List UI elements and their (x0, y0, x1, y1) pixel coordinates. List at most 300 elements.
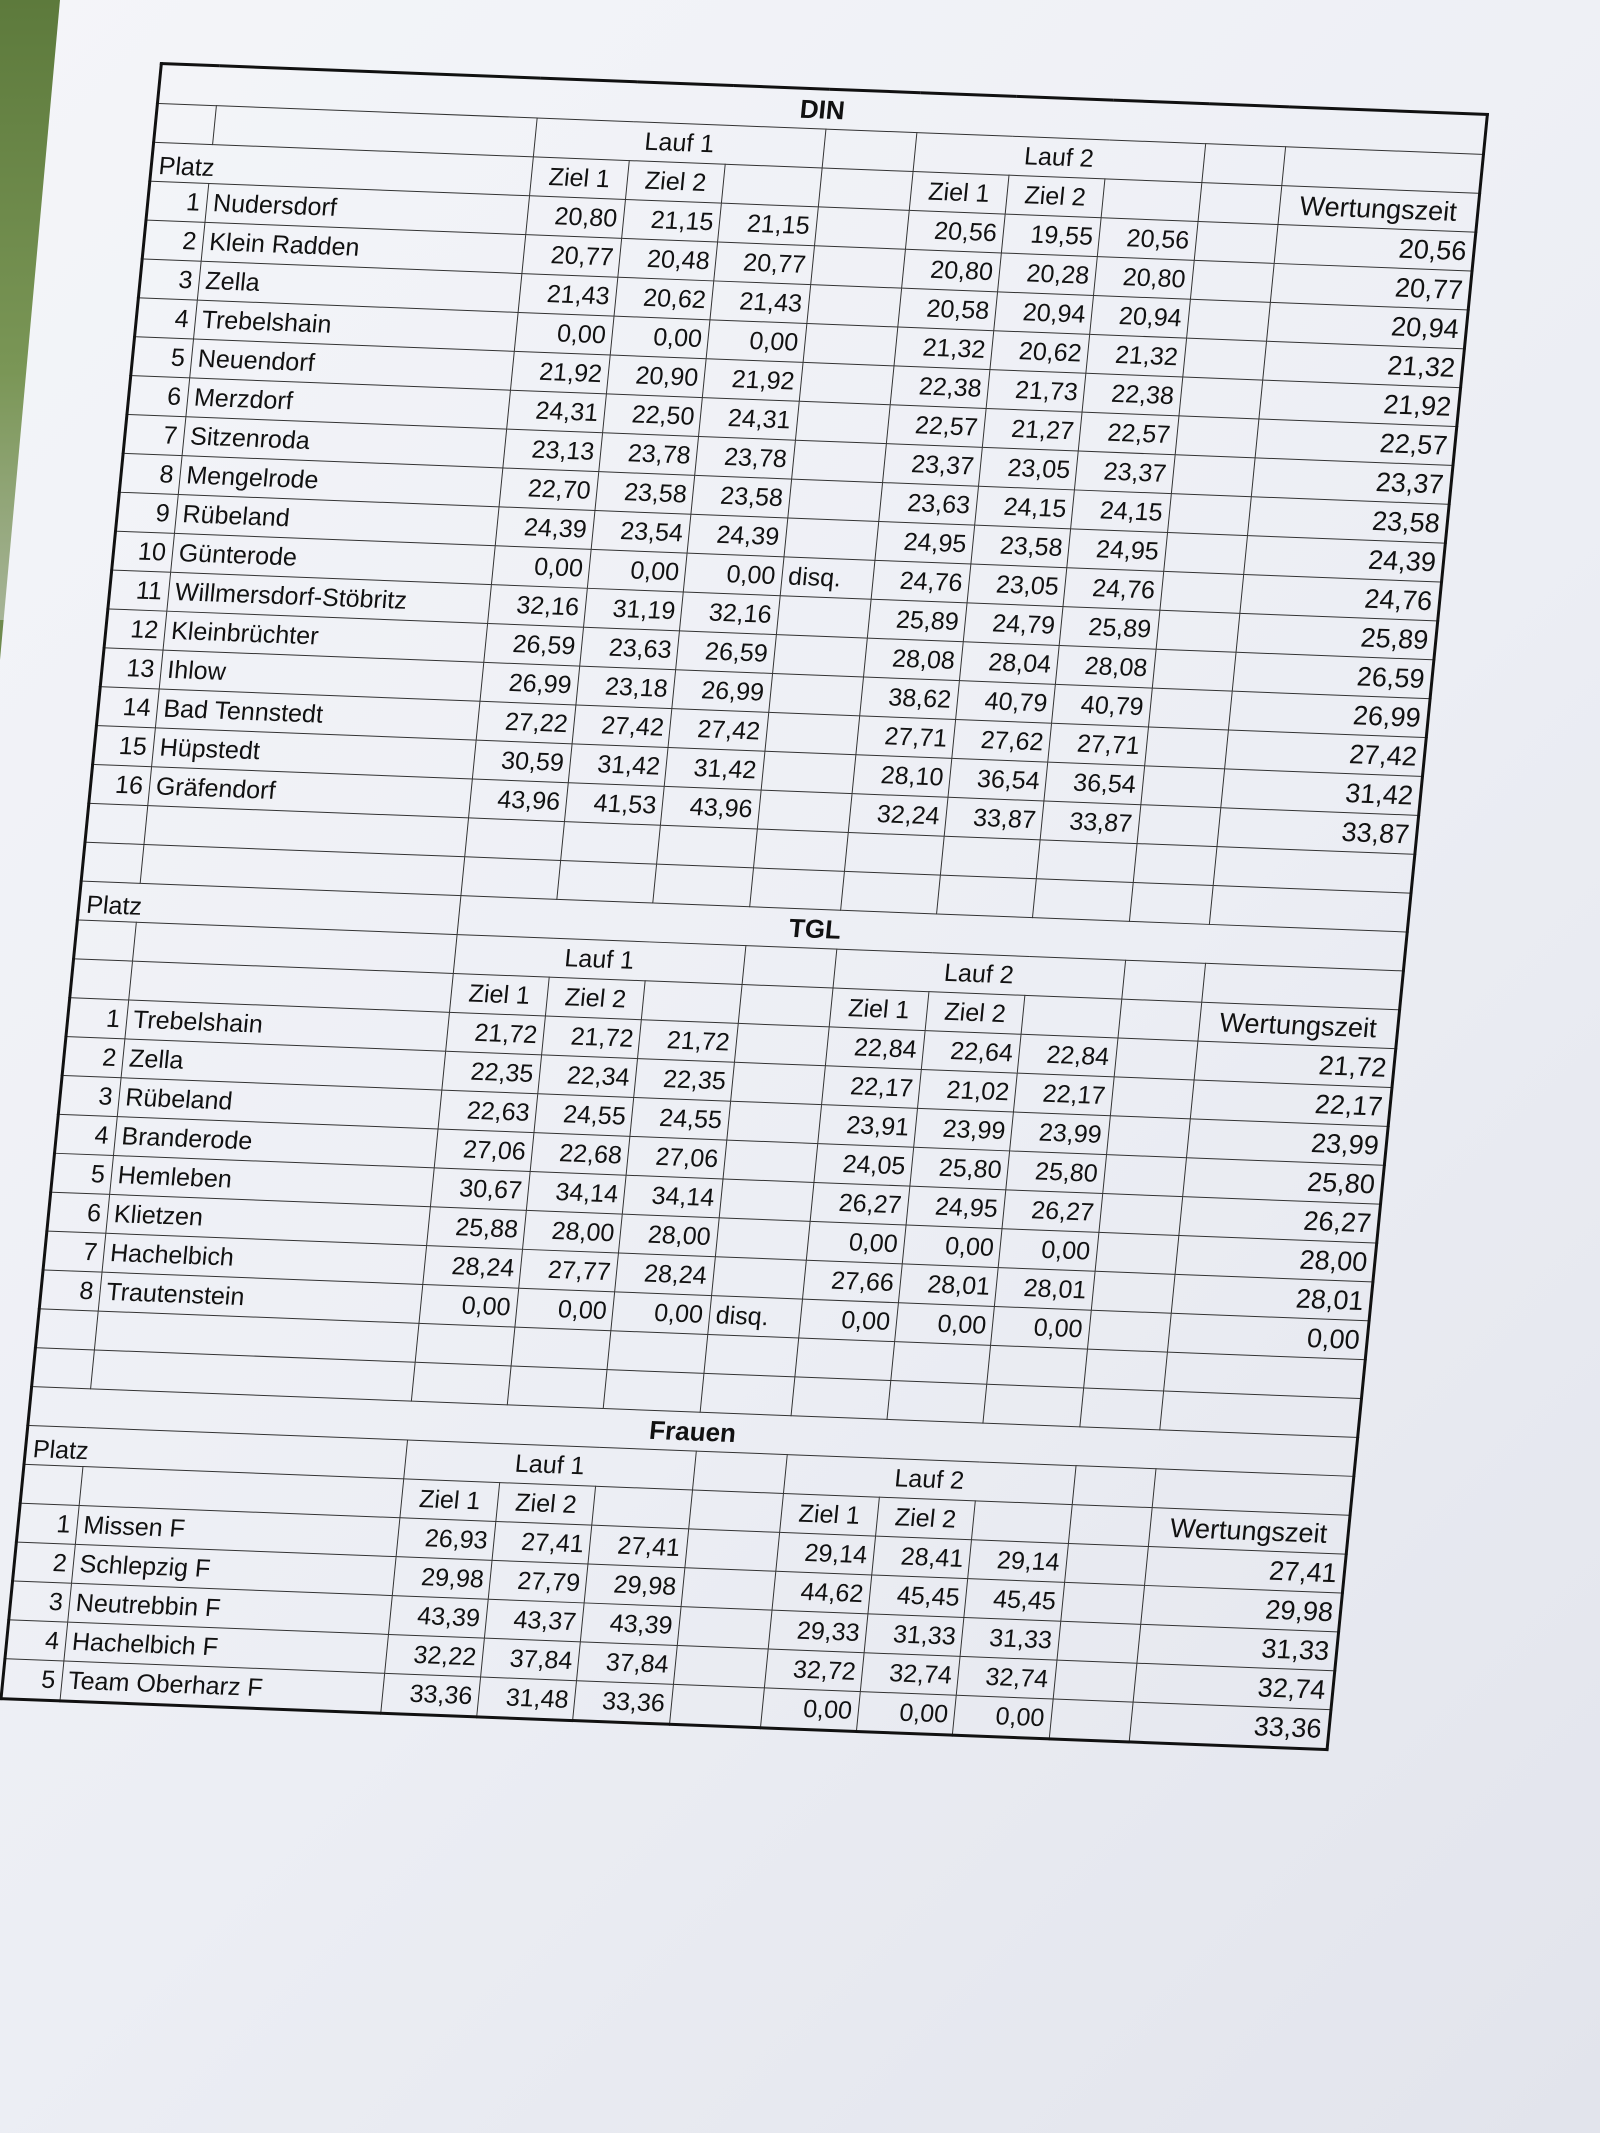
status-note (788, 479, 883, 521)
platz-cell: 4 (135, 298, 198, 339)
lauf1-ziel1-time: 25,88 (426, 1207, 526, 1250)
lauf1-result-time: 33,36 (573, 1681, 673, 1725)
lauf1-ziel2-time: 0,00 (587, 549, 687, 592)
lauf1-ziel2-time: 23,78 (599, 433, 699, 476)
status-note (723, 1140, 818, 1182)
lauf2-ziel2-time: 24,15 (975, 486, 1075, 529)
tgl-lauf1-label: Lauf 1 (453, 935, 745, 985)
wertungszeit-value: 23,99 (1186, 1119, 1388, 1165)
status-note (772, 635, 867, 677)
lauf1-ziel2-time: 0,00 (610, 316, 710, 359)
lauf1-ziel1-time: 22,70 (499, 468, 599, 511)
lauf1-ziel1-time: 43,39 (388, 1596, 488, 1639)
din-wertungszeit-label: Wertungszeit (1278, 186, 1480, 232)
frauen-lauf2-label: Lauf 2 (783, 1455, 1075, 1505)
tgl-l2-ziel2-label: Ziel 2 (925, 992, 1025, 1035)
lauf1-ziel2-time: 20,90 (607, 355, 707, 398)
lauf1-ziel2-time: 21,72 (542, 1016, 642, 1059)
lauf2-ziel2-time: 23,99 (914, 1108, 1014, 1151)
lauf1-result-time: 21,43 (710, 281, 810, 324)
lauf1-ziel1-time: 32,22 (385, 1634, 485, 1677)
team-name: Bad Tennstedt (155, 689, 480, 740)
platz-cell: 10 (112, 531, 175, 572)
lauf2-ziel1-time: 32,72 (764, 1649, 864, 1692)
lauf2-result-time: 25,80 (1006, 1151, 1106, 1194)
wertungszeit-value: 31,42 (1221, 769, 1423, 815)
empty-cell (1137, 805, 1221, 847)
empty-cell (1182, 338, 1266, 380)
platz-cell: 8 (39, 1270, 102, 1311)
team-name: Trebelshain (193, 300, 518, 351)
platz-cell: 15 (93, 726, 156, 767)
wertungszeit-value: 26,59 (1232, 652, 1434, 698)
wertungszeit-value: 21,32 (1263, 341, 1465, 387)
lauf2-ziel1-time: 28,08 (863, 638, 963, 681)
status-note (669, 1684, 764, 1727)
team-name: Sitzenroda (182, 417, 507, 468)
team-name: Gräfendorf (148, 767, 473, 818)
lauf1-ziel2-time: 23,54 (591, 511, 691, 554)
frauen-title: Frauen (28, 1387, 1358, 1477)
empty-cell (1095, 1232, 1179, 1274)
wertungszeit-value: 29,98 (1141, 1585, 1343, 1631)
status-note (715, 1218, 810, 1260)
lauf1-ziel1-time: 24,39 (495, 507, 595, 550)
empty-cell (1057, 1621, 1141, 1663)
empty-cell (1186, 299, 1270, 341)
din-l1-ziel1-label: Ziel 1 (529, 157, 629, 200)
team-name: Branderode (113, 1117, 438, 1168)
lauf2-result-time: 0,00 (991, 1306, 1091, 1349)
frauen-l1-ziel2-label: Ziel 2 (496, 1483, 596, 1526)
lauf2-ziel2-time: 27,62 (952, 720, 1052, 763)
empty-cell (1159, 571, 1243, 613)
status-note (734, 1023, 829, 1065)
wertungszeit-value: 28,00 (1175, 1235, 1377, 1281)
lauf2-ziel1-time: 20,58 (898, 288, 998, 331)
team-name: Mengelrode (178, 456, 503, 507)
din-platz-label: Platz (150, 142, 533, 195)
din-lauf2-label: Lauf 2 (913, 133, 1205, 183)
lauf1-result-time: 24,39 (688, 514, 788, 557)
lauf1-ziel2-time: 31,48 (477, 1677, 577, 1721)
lauf2-ziel1-time: 44,62 (772, 1571, 872, 1614)
empty-cell (1194, 221, 1278, 263)
empty-cell (1060, 1582, 1144, 1624)
lauf2-ziel1-time: 32,24 (848, 794, 948, 837)
lauf1-ziel1-time: 28,24 (423, 1246, 523, 1289)
lauf2-result-time: 23,99 (1010, 1112, 1110, 1155)
wertungszeit-value: 33,87 (1217, 808, 1419, 854)
empty-cell (1102, 1155, 1186, 1197)
lauf2-ziel1-time: 29,14 (776, 1532, 876, 1575)
status-note (784, 518, 879, 560)
lauf2-result-time: 20,80 (1094, 257, 1194, 300)
tgl-l1-ziel1-label: Ziel 1 (449, 973, 549, 1016)
lauf1-result-time: 22,35 (634, 1059, 734, 1102)
wertungszeit-value: 27,41 (1144, 1547, 1346, 1593)
status-note (719, 1179, 814, 1221)
platz-cell: 11 (108, 570, 171, 611)
lauf2-ziel2-time: 31,33 (864, 1614, 964, 1657)
lauf1-ziel1-time: 0,00 (419, 1284, 519, 1327)
empty-cell (1049, 1699, 1133, 1742)
empty-cell (1098, 1194, 1182, 1236)
empty-cell (1144, 727, 1228, 769)
lauf1-ziel2-time: 20,48 (618, 238, 718, 281)
din-lauf1-label: Lauf 1 (533, 118, 825, 168)
lauf2-result-time: 40,79 (1052, 684, 1152, 727)
lauf2-ziel2-time: 40,79 (956, 681, 1056, 724)
lauf2-ziel1-time: 21,32 (894, 327, 994, 370)
lauf2-ziel1-time: 26,27 (810, 1182, 910, 1225)
status-note (761, 751, 856, 793)
lauf1-result-time: 29,98 (585, 1564, 685, 1607)
status-note (799, 362, 894, 404)
team-name: Klein Radden (201, 222, 526, 273)
team-name: Günterode (170, 533, 495, 584)
lauf2-ziel2-time: 21,02 (917, 1069, 1017, 1112)
wertungszeit-value: 21,92 (1259, 380, 1461, 426)
lauf1-result-time: 23,78 (695, 436, 795, 479)
lauf1-ziel2-time: 27,77 (519, 1249, 619, 1292)
tgl-lauf2-label: Lauf 2 (833, 949, 1125, 999)
wertungszeit-value: 21,72 (1194, 1041, 1396, 1087)
lauf1-result-time: 21,72 (638, 1020, 738, 1063)
wertungszeit-value: 32,74 (1133, 1663, 1335, 1709)
lauf1-ziel2-time: 37,84 (481, 1638, 581, 1681)
wertungszeit-value: 0,00 (1167, 1313, 1369, 1359)
lauf1-result-time: 24,55 (630, 1097, 730, 1140)
lauf1-ziel2-time: 41,53 (565, 783, 665, 826)
platz-cell: 1 (66, 998, 129, 1039)
lauf1-ziel1-time: 26,93 (396, 1518, 496, 1561)
platz-cell: 7 (43, 1231, 106, 1272)
results-sheet (0, 62, 1489, 1751)
lauf1-ziel1-time: 0,00 (491, 546, 591, 589)
lauf1-ziel2-time: 21,15 (622, 199, 722, 242)
wertungszeit-value: 31,33 (1137, 1624, 1339, 1670)
wertungszeit-value: 20,94 (1266, 302, 1468, 348)
tgl-wertungszeit-label: Wertungszeit (1198, 1002, 1400, 1048)
wertungszeit-value: 26,27 (1179, 1197, 1381, 1243)
lauf1-result-time: 37,84 (577, 1642, 677, 1685)
lauf1-ziel2-time: 31,42 (568, 744, 668, 787)
platz-cell: 7 (123, 414, 186, 455)
lauf1-ziel1-time: 29,98 (392, 1557, 492, 1600)
empty-cell (1163, 533, 1247, 575)
status-note (795, 401, 890, 443)
lauf1-ziel1-time: 26,59 (484, 623, 584, 666)
lauf2-ziel2-time: 21,27 (982, 408, 1082, 451)
lauf1-ziel1-time: 43,96 (468, 779, 568, 822)
empty-cell (1106, 1116, 1190, 1158)
lauf1-result-time: 0,00 (684, 553, 784, 596)
status-note (814, 207, 909, 249)
lauf2-ziel2-time: 0,00 (856, 1692, 956, 1736)
team-name: Kleinbrüchter (163, 611, 488, 662)
lauf1-ziel2-time: 27,79 (488, 1560, 588, 1603)
lauf2-ziel2-time: 23,05 (978, 447, 1078, 490)
empty-cell (1167, 494, 1251, 536)
wertungszeit-value: 23,37 (1251, 458, 1453, 504)
lauf2-result-time: 25,89 (1059, 607, 1159, 650)
lauf2-ziel1-time: 24,05 (814, 1144, 914, 1187)
lauf1-result-time: 23,58 (691, 475, 791, 518)
team-name: Willmersdorf-Stöbritz (167, 572, 492, 623)
lauf1-result-time: 20,77 (714, 242, 814, 285)
lauf2-result-time: 29,14 (968, 1540, 1068, 1583)
platz-cell: 4 (5, 1620, 68, 1661)
empty-cell (1171, 455, 1255, 497)
platz-cell: 12 (104, 609, 167, 650)
lauf2-ziel2-time: 23,05 (967, 564, 1067, 607)
lauf2-ziel1-time: 23,37 (882, 444, 982, 487)
lauf1-ziel1-time: 20,77 (522, 235, 622, 278)
platz-cell: 2 (62, 1037, 125, 1078)
lauf2-result-time: 22,38 (1082, 373, 1182, 416)
wertungszeit-value: 28,01 (1171, 1274, 1373, 1320)
lauf1-ziel2-time: 23,18 (576, 666, 676, 709)
status-note (776, 596, 871, 638)
lauf2-ziel1-time: 24,76 (871, 560, 971, 603)
lauf1-ziel1-time: 24,31 (507, 390, 607, 433)
lauf2-result-time: 28,08 (1056, 645, 1156, 688)
team-name: Schlepzig F (71, 1544, 396, 1595)
platz-cell: 5 (1, 1659, 64, 1701)
lauf2-ziel2-time: 28,41 (872, 1536, 972, 1579)
wertungszeit-value: 24,76 (1240, 574, 1442, 620)
lauf1-ziel2-time: 28,00 (523, 1210, 623, 1253)
lauf2-ziel1-time: 22,38 (890, 366, 990, 409)
lauf2-ziel1-time: 20,56 (905, 210, 1005, 253)
lauf2-result-time: 23,37 (1075, 451, 1175, 494)
status-note (681, 1568, 776, 1610)
empty-cell (1190, 260, 1274, 302)
wertungszeit-value: 27,42 (1224, 730, 1426, 776)
lauf2-ziel1-time: 23,63 (878, 483, 978, 526)
lauf1-ziel2-time: 22,34 (538, 1055, 638, 1098)
platz-cell: 5 (131, 337, 194, 378)
lauf1-ziel1-time: 23,13 (503, 429, 603, 472)
lauf2-ziel1-time: 38,62 (859, 677, 959, 720)
lauf2-ziel2-time: 36,54 (948, 758, 1048, 801)
team-name: Team Oberharz F (60, 1661, 385, 1713)
lauf2-ziel2-time: 20,62 (990, 331, 1090, 374)
wertungszeit-value: 20,56 (1274, 225, 1476, 271)
lauf1-ziel1-time: 30,67 (430, 1168, 530, 1211)
status-note (730, 1062, 825, 1104)
lauf2-result-time: 22,84 (1018, 1034, 1118, 1077)
lauf1-ziel1-time: 22,63 (438, 1090, 538, 1133)
lauf2-result-time: 28,01 (995, 1268, 1095, 1311)
lauf1-result-time: 43,96 (661, 786, 761, 829)
team-name: Rübeland (174, 495, 499, 546)
lauf2-result-time: 22,17 (1014, 1073, 1114, 1116)
lauf1-ziel2-time: 27,41 (492, 1521, 592, 1564)
lauf1-ziel2-time: 27,42 (572, 705, 672, 748)
empty-cell (1087, 1310, 1171, 1352)
lauf2-result-time: 24,15 (1071, 490, 1171, 533)
wertungszeit-value: 23,58 (1247, 497, 1449, 543)
lauf1-ziel1-time: 30,59 (472, 740, 572, 783)
lauf1-ziel1-time: 21,72 (446, 1012, 546, 1055)
empty-cell (1179, 377, 1263, 419)
frauen-platz-label: Platz (24, 1425, 407, 1478)
lauf1-ziel1-time: 26,99 (480, 662, 580, 705)
empty-cell (1110, 1077, 1194, 1119)
lauf1-ziel1-time: 21,43 (518, 274, 618, 317)
empty-cell (1156, 610, 1240, 652)
frauen-l2-ziel2-label: Ziel 2 (876, 1497, 976, 1540)
team-name: Nudersdorf (205, 183, 530, 234)
platz-cell: 1 (16, 1503, 79, 1544)
status-note: disq. (780, 557, 875, 599)
lauf2-result-time: 0,00 (998, 1229, 1098, 1272)
lauf1-result-time: 27,06 (627, 1136, 727, 1179)
lauf1-result-time: 21,92 (703, 359, 803, 402)
lauf1-ziel2-time: 31,19 (584, 588, 684, 631)
tgl-l2-ziel1-label: Ziel 1 (829, 988, 929, 1031)
status-note (685, 1529, 780, 1571)
lauf2-ziel2-time: 20,94 (994, 292, 1094, 335)
lauf1-ziel2-time: 23,63 (580, 627, 680, 670)
lauf1-result-time: 0,00 (707, 320, 807, 363)
lauf2-ziel1-time: 22,17 (821, 1066, 921, 1109)
platz-cell: 8 (119, 453, 182, 494)
wertungszeit-value: 33,36 (1129, 1702, 1331, 1749)
team-name: Hüpstedt (151, 728, 476, 779)
din-l2-ziel2-label: Ziel 2 (1005, 175, 1105, 218)
platz-cell: 13 (100, 648, 163, 689)
team-name: Hemleben (109, 1156, 434, 1207)
tgl-platz-label: Platz (77, 881, 460, 934)
empty-cell (1053, 1660, 1137, 1702)
team-name: Hachelbich F (64, 1622, 389, 1673)
lauf1-ziel1-time: 0,00 (514, 312, 614, 355)
lauf1-ziel1-time: 22,35 (442, 1051, 542, 1094)
empty-cell (1175, 416, 1259, 458)
lauf1-result-time: 27,42 (668, 709, 768, 752)
wertungszeit-value: 26,99 (1228, 691, 1430, 737)
wertungszeit-value: 22,17 (1190, 1080, 1392, 1126)
lauf2-ziel2-time: 24,95 (906, 1186, 1006, 1229)
platz-cell: 6 (47, 1192, 110, 1233)
status-note (677, 1607, 772, 1649)
lauf1-ziel2-time: 23,58 (595, 472, 695, 515)
lauf2-ziel1-time: 28,10 (852, 755, 952, 798)
frauen-wertungszeit-label: Wertungszeit (1148, 1508, 1350, 1554)
status-note (673, 1646, 768, 1688)
team-name: Zella (121, 1039, 446, 1090)
lauf2-ziel2-time: 22,64 (921, 1031, 1021, 1074)
lauf1-ziel2-time: 20,62 (614, 277, 714, 320)
lauf2-ziel2-time: 0,00 (902, 1225, 1002, 1268)
lauf2-ziel1-time: 24,95 (875, 521, 975, 564)
lauf2-result-time: 33,87 (1040, 801, 1140, 844)
wertungszeit-value: 20,77 (1270, 263, 1472, 309)
empty-cell (1114, 1038, 1198, 1080)
tgl-title: TGL (457, 896, 1407, 971)
empty-cell (1140, 766, 1224, 808)
lauf1-result-time: 24,31 (699, 398, 799, 441)
team-name: Klietzen (106, 1194, 431, 1245)
lauf1-result-time: 0,00 (611, 1292, 711, 1335)
platz-cell: 5 (51, 1153, 114, 1194)
platz-cell: 16 (89, 764, 152, 805)
lauf1-ziel1-time: 27,06 (434, 1129, 534, 1172)
wertungszeit-value: 25,80 (1183, 1158, 1385, 1204)
lauf1-ziel2-time: 22,68 (530, 1133, 630, 1176)
platz-cell: 9 (116, 492, 179, 533)
status-note: disq. (707, 1296, 802, 1338)
lauf2-ziel2-time: 32,74 (860, 1653, 960, 1696)
lauf2-ziel1-time: 0,00 (760, 1688, 860, 1732)
din-l2-ziel1-label: Ziel 1 (909, 171, 1009, 214)
frauen-l2-ziel1-label: Ziel 1 (779, 1493, 879, 1536)
platz-cell: 2 (142, 220, 205, 261)
lauf1-result-time: 32,16 (680, 592, 780, 635)
team-name: Ihlow (159, 650, 484, 701)
platz-cell: 4 (55, 1114, 118, 1155)
lauf2-ziel2-time: 28,01 (898, 1264, 998, 1307)
lauf2-ziel2-time: 28,04 (959, 642, 1059, 685)
team-name: Neutrebbin F (68, 1583, 393, 1634)
wertungszeit-value: 24,39 (1244, 536, 1446, 582)
status-note (757, 790, 852, 832)
lauf2-result-time: 26,27 (1002, 1190, 1102, 1233)
lauf2-result-time: 0,00 (953, 1695, 1053, 1739)
lauf1-result-time: 21,15 (718, 203, 818, 246)
lauf2-result-time: 36,54 (1044, 762, 1144, 805)
lauf2-ziel2-time: 33,87 (944, 797, 1044, 840)
lauf1-ziel1-time: 21,92 (510, 351, 610, 394)
status-note (768, 673, 863, 715)
lauf2-ziel1-time: 20,80 (901, 249, 1001, 292)
platz-cell: 3 (138, 259, 201, 300)
lauf1-result-time: 43,39 (581, 1603, 681, 1646)
empty-cell (1064, 1543, 1148, 1585)
lauf1-ziel1-time: 27,22 (476, 701, 576, 744)
lauf2-ziel1-time: 27,71 (856, 716, 956, 759)
lauf2-ziel2-time: 19,55 (1001, 214, 1101, 257)
tgl-l1-ziel2-label: Ziel 2 (546, 977, 646, 1020)
team-name: Trautenstein (98, 1272, 423, 1323)
lauf2-ziel2-time: 25,80 (910, 1147, 1010, 1190)
lauf1-ziel1-time: 20,80 (526, 196, 626, 239)
lauf2-result-time: 24,76 (1063, 568, 1163, 611)
lauf2-ziel2-time: 23,58 (971, 525, 1071, 568)
team-name: Trebelshain (125, 1000, 450, 1051)
platz-cell: 2 (13, 1542, 76, 1583)
lauf2-ziel2-time: 21,73 (986, 370, 1086, 413)
status-note (791, 440, 886, 482)
team-name: Missen F (75, 1505, 400, 1556)
team-name: Zella (197, 261, 522, 312)
status-note (803, 324, 898, 366)
lauf1-ziel2-time: 34,14 (526, 1172, 626, 1215)
lauf2-ziel2-time: 24,79 (963, 603, 1063, 646)
lauf2-result-time: 22,57 (1079, 412, 1179, 455)
team-name: Neuendorf (190, 339, 515, 390)
lauf1-result-time: 34,14 (623, 1175, 723, 1218)
empty-cell (1091, 1271, 1175, 1313)
lauf2-result-time: 31,33 (960, 1618, 1060, 1661)
platz-cell: 6 (127, 376, 190, 417)
lauf2-ziel1-time: 25,89 (867, 599, 967, 642)
lauf2-ziel1-time: 22,84 (825, 1027, 925, 1070)
lauf1-result-time: 28,00 (619, 1214, 719, 1257)
